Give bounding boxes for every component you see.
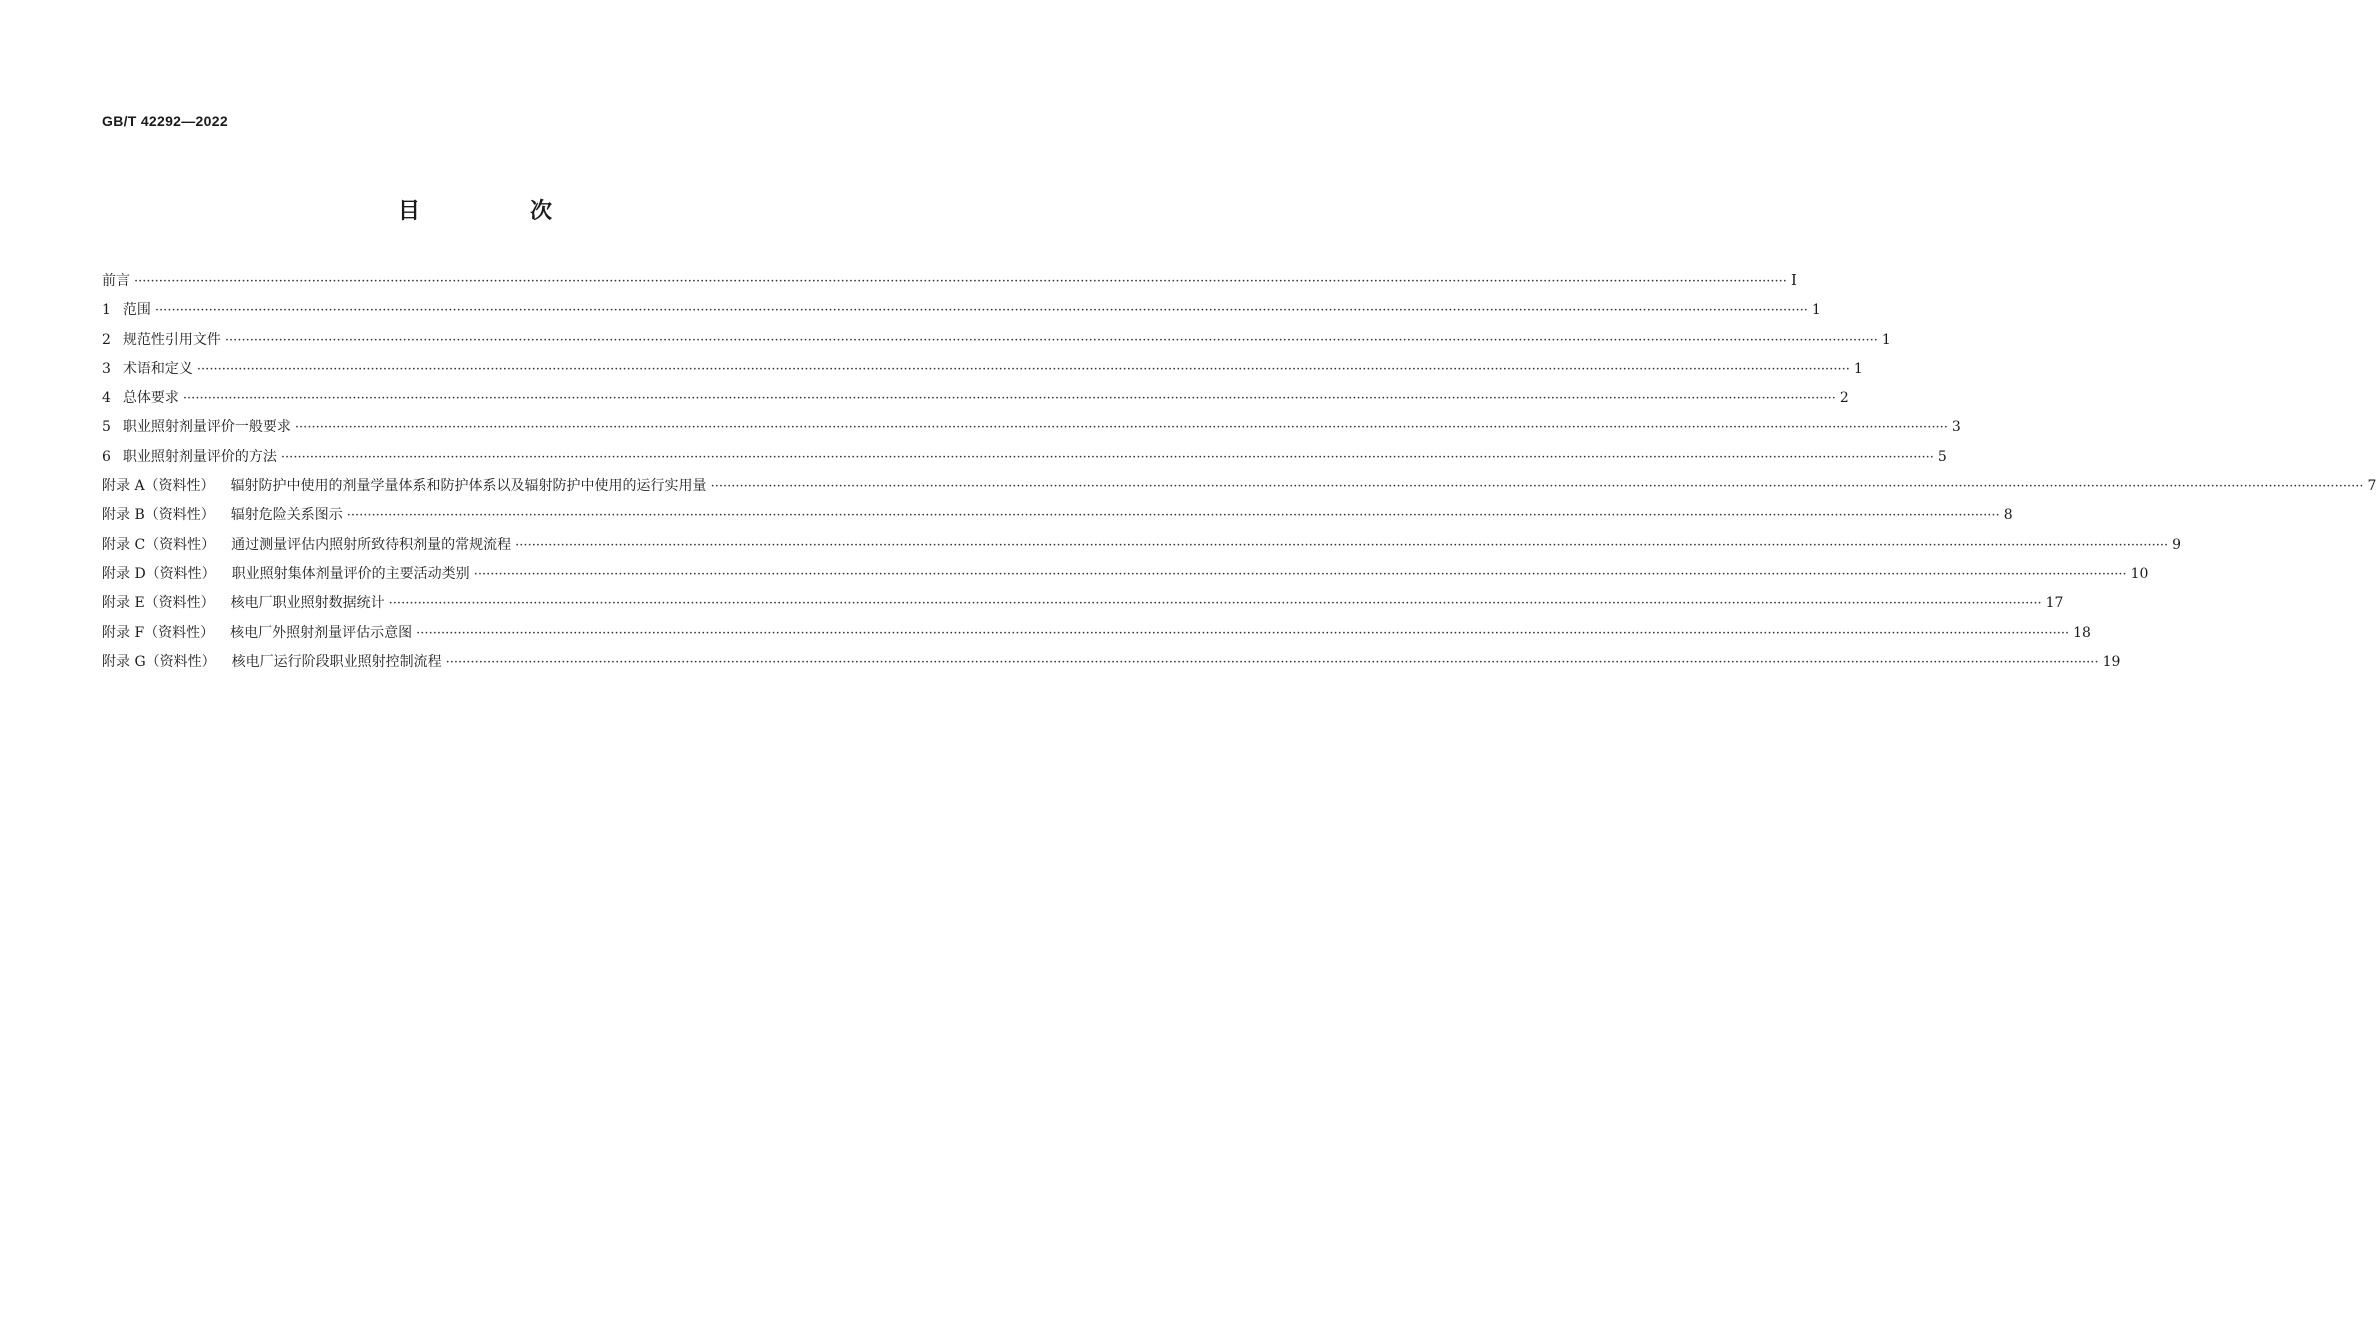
toc-entry-page: 8 (2003, 507, 2013, 524)
toc-entry-number: 附录 B（资料性） (102, 507, 215, 524)
toc-entry-number: 2 (102, 331, 111, 348)
toc-leader-dots: ················································································································································································································································································································································································································ (388, 596, 2042, 612)
toc-entry-label: 职业照射剂量评价一般要求 (122, 419, 291, 436)
toc-leader-dots: ················································································································································································································································································································································································································ (416, 625, 2070, 641)
toc-entry-label: 辐射危险关系图示 (230, 507, 343, 524)
toc-entry-2[interactable] (102, 329, 1891, 358)
toc-entry-label: 核电厂职业照射数据统计 (230, 595, 385, 612)
toc-entry-appendix-g[interactable] (102, 651, 2121, 680)
toc-entry-number: 6 (102, 448, 111, 465)
toc-entry-number: 4 (102, 390, 111, 407)
toc-entry-preface[interactable] (102, 270, 1797, 299)
toc-entry-4[interactable] (102, 387, 1849, 416)
toc-entry-label: 职业照射集体剂量评价的主要活动类别 (231, 565, 470, 582)
toc-entry-label: 核电厂外照射剂量评估示意图 (230, 624, 413, 641)
toc-entry-page: 1 (1881, 331, 1891, 348)
toc-entry-number: 1 (102, 302, 111, 319)
toc-leader-dots: ················································································································································································································································································································································································································ (294, 420, 1948, 436)
toc-entry-3[interactable] (102, 358, 1863, 387)
toc-entry-page: 10 (2130, 565, 2149, 582)
toc-entry-appendix-b[interactable] (102, 504, 2013, 533)
toc-entry-number: 附录 F（资料性） (102, 624, 215, 641)
toc-leader-dots: ················································································································································································································································································································································································································ (224, 332, 1878, 348)
toc-entry-page: 3 (1951, 419, 1961, 436)
toc-entry-page: 2 (1839, 390, 1849, 407)
toc-entry-label: 总体要求 (122, 390, 179, 407)
toc-leader-dots: ················································································································································································································································································································································································································ (182, 391, 1836, 407)
toc-entry-page: 7 (2367, 478, 2376, 495)
toc-entry-number: 附录 D（资料性） (102, 565, 216, 582)
toc-entry-page: 9 (2172, 536, 2182, 553)
toc-entry-page: 1 (1853, 360, 1863, 377)
toc-entry-number: 附录 C（资料性） (102, 536, 216, 553)
toc-entry-label: 范围 (122, 302, 151, 319)
toc-entry-page: 5 (1937, 448, 1947, 465)
standard-code: GB/T 42292—2022 (102, 113, 228, 129)
toc-entry-1[interactable] (102, 299, 1821, 328)
toc-entry-appendix-c[interactable] (102, 534, 2182, 563)
toc-entry-appendix-f[interactable] (102, 622, 2091, 651)
toc-entry-appendix-a[interactable] (102, 475, 2376, 504)
toc-entry-page: 1 (1811, 302, 1821, 319)
toc-leader-dots: ················································································································································································································································································································································································································ (346, 508, 2000, 524)
toc-title: 目 次 (397, 199, 596, 224)
toc-entry-label: 前言 (102, 273, 130, 289)
toc-entry-appendix-d[interactable] (102, 563, 2149, 592)
toc-entry-appendix-e[interactable] (102, 592, 2064, 621)
toc-entry-5[interactable] (102, 416, 1961, 445)
table-of-contents (102, 270, 2376, 680)
toc-leader-dots: ················································································································································································································································································································································································································ (473, 566, 2127, 582)
toc-entry-number: 3 (102, 360, 111, 377)
toc-leader-dots: ················································································································································································································································································································································································································ (515, 537, 2169, 553)
toc-entry-label: 通过测量评估内照射所致待积剂量的常规流程 (231, 536, 512, 553)
toc-entry-label: 辐射防护中使用的剂量学量体系和防护体系以及辐射防护中使用的运行实用量 (230, 478, 707, 495)
toc-entry-number: 附录 G（资料性） (102, 653, 216, 670)
toc-leader-dots: ················································································································································································································································································································································································································ (134, 274, 1787, 289)
toc-leader-dots: ················································································································································································································································································································································································································ (196, 361, 1850, 377)
toc-entry-number: 附录 A（资料性） (102, 478, 215, 495)
toc-entry-page: 17 (2045, 595, 2064, 612)
toc-leader-dots: ················································································································································································································································································································································································································ (154, 303, 1808, 319)
toc-leader-dots: ················································································································································································································································································································································································································ (710, 479, 2364, 495)
toc-entry-page: 18 (2073, 624, 2091, 641)
toc-entry-number: 5 (102, 419, 111, 436)
toc-entry-label: 规范性引用文件 (122, 331, 221, 348)
toc-entry-number: 附录 E（资料性） (102, 595, 215, 612)
toc-entry-label: 职业照射剂量评价的方法 (122, 448, 277, 465)
toc-entry-page: Ⅰ (1790, 271, 1797, 289)
toc-entry-label: 术语和定义 (122, 360, 193, 377)
toc-leader-dots: ················································································································································································································································································································································································································ (280, 449, 1934, 465)
toc-entry-page: 19 (2102, 653, 2121, 670)
toc-entry-6[interactable] (102, 446, 1947, 475)
toc-entry-label: 核电厂运行阶段职业照射控制流程 (231, 653, 442, 670)
toc-leader-dots: ················································································································································································································································································································································································································ (445, 654, 2099, 670)
